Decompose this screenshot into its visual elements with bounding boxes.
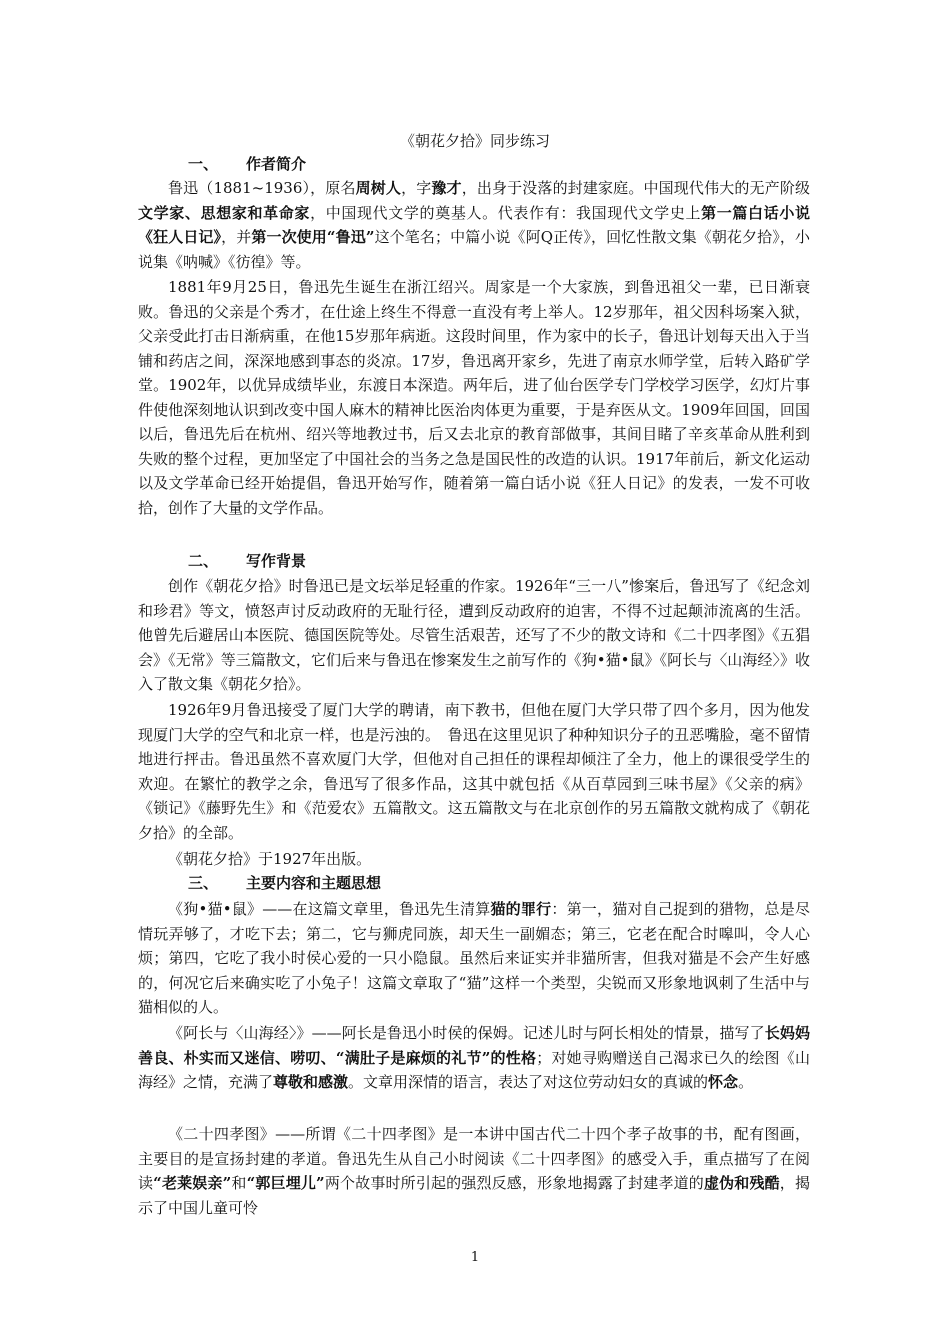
paragraph-dog-cat-mouse (138, 897, 810, 1020)
text-run: ，字 (401, 179, 432, 197)
section-heading-author (188, 153, 306, 175)
document-title: 《朝花夕拾》同步练习 (399, 132, 550, 150)
text-run: ，中国现代文学的奠基人。代表作有：我国现代文学史上 (310, 203, 702, 222)
text-run: ，出身于没落的封建家庭。中国现代伟大的无产阶级 (461, 179, 810, 197)
bold-run: 文学家、思想家和革命家 (138, 203, 311, 222)
text-run: ：第一，猫对自己捉到的猎物，总是尽情玩弄够了，才吃下去；第二，它与狮虎同族，却天生一副媚态；第三，它老在配合时嗥叫，令人心烦；第四，它吃了我小时侯心爱的一只小隐鼠。虽然后来证实并非猫所害，但我对猫是不会产生好感的，何况它后来确实吃了小兔子！这篇文章取了“猫”这样一个类型，尖锐而又形象地讽刺了生活中与猫相似的人。 (138, 900, 810, 1016)
text-run: ，并 (221, 228, 252, 246)
bold-run: 第一篇白话小说《狂人日记》 (138, 203, 810, 246)
bold-run: 虚伪和残酷 (703, 1174, 780, 1192)
section-heading-content (188, 872, 381, 894)
section-title: 主要内容和主题思想 (246, 874, 382, 892)
text-run: ；对她寻购赠送自己渴求已久的绘图《山海经》之情，充满了 (138, 1048, 810, 1091)
text-run: 这个笔名；中篇小说《阿Q正传》，回忆性散文集《朝花夕拾》，小说集《呐喊》《彷徨》等。 (138, 228, 810, 271)
bold-run: 长妈妈善良、朴实而又迷信、唠叨、“满肚子是麻烦的礼节”的性格 (138, 1024, 810, 1067)
bold-run: “老莱娱亲” (153, 1174, 232, 1192)
text-run: 《阿长与〈山海经〉》——阿长是鲁迅小时侯的保姆。记述儿时与阿长相处的情景，描写了 (168, 1024, 765, 1042)
text-run: 和 (231, 1174, 247, 1192)
bold-run: 第一次使用“鲁迅” (251, 228, 375, 246)
section-number: 二、 (188, 552, 219, 570)
paragraph-ah-chang (138, 1021, 810, 1095)
bold-run: 周树人 (355, 179, 402, 197)
paragraph-author-intro (138, 176, 810, 274)
text-run: 。 (738, 1073, 754, 1091)
text-run: 鲁迅（1881~1936），原名 (168, 179, 356, 197)
text-run: 两个故事时所引起的强烈反感，形象地揭露了封建孝道的 (324, 1174, 704, 1192)
bold-run: 怀念 (708, 1073, 739, 1091)
page-number: 1 (470, 1250, 480, 1265)
bold-run: 猫的罪行 (490, 900, 552, 918)
paragraph-publication: 《朝花夕拾》于1927年出版。 (168, 850, 372, 868)
paragraph-background-2: 1926年9月鲁迅接受了厦门大学的聘请，南下教书，但他在厦门大学只带了四个多月，因为他发现厦门大学的空气和北京一样，也是污浊的。 鲁迅在这里见识了种种知识分子的丑恶嘴脸，毫不留情地进行抨击。鲁迅虽然不喜欢厦门大学，但他对自己担任的课程却倾注了全力，他上的课很受学生的欢迎。在繁忙的教学之余，鲁迅写了很多作品，这其中就包括《从百草园到三味书屋》《父亲的病》《锁记》《藤野先生》和《范爱农》五篇散文。这五篇散文与在北京创作的另五篇散文就构成了《朝花夕拾》的全部。 (138, 701, 810, 842)
paragraph-background-1: 创作《朝花夕拾》时鲁迅已是文坛举足轻重的作家。1926年“三一八”惨案后，鲁迅写了《纪念刘和珍君》等文，愤怒声讨反动政府的无耻行径，遭到反动政府的迫害，不得不过起颠沛流离的生活。他曾先后避居山本医院、德国医院等处。尽管生活艰苦，还写了不少的散文诗和《二十四孝图》《五猖会》《无常》等三篇散文，它们后来与鲁迅在惨案发生之前写作的《狗•猫•鼠》《阿长与〈山海经〉》收入了散文集《朝花夕拾》。 (138, 577, 810, 693)
section-title: 作者简介 (246, 155, 307, 173)
section-number: 三、 (188, 874, 219, 892)
bold-run: 豫才 (431, 179, 462, 197)
bold-run: 尊敬和感激 (273, 1073, 349, 1091)
text-run: 《二十四孝图》——所谓《二十四孝图》是一本讲中国古代二十四个孝子故事的书，配有图画，主要目的是宣扬封建的孝道。鲁迅先生从自己小时阅读《二十四孝图》的感受入手，重点描写了在阅读 (138, 1125, 810, 1192)
bold-run: “郭巨埋儿” (246, 1174, 325, 1192)
paragraph-biography: 1881年9月25日，鲁迅先生诞生在浙江绍兴。周家是一个大家族，到鲁迅祖父一辈，已日渐衰败。鲁迅的父亲是个秀才，在仕途上终生不得意一直没有考上举人。12岁那年，祖父因科场案入狱，父亲受此打击日渐病重，在他15岁那年病逝。这段时间里，作为家中的长子，鲁迅计划每天出入于当铺和药店之间，深深地感到事态的炎凉。17岁，鲁迅离开家乡，先进了南京水师学堂，后转入路矿学堂。1902年，以优异成绩毕业，东渡日本深造。两年后，进了仙台医学专门学校学习医学，幻灯片事件使他深刻地认识到改变中国人麻木的精神比医治肉体更为重要，于是弃医从文。1909年回国，回国以后，鲁迅先后在杭州、绍兴等地教过书，后又去北京的教育部做事，其间目睹了辛亥革命从胜利到失败的整个过程，更加坚定了中国社会的当务之急是国民性的改造的认识。1917年前后，新文化运动以及文学革命已经开始提倡，鲁迅开始写作，随着第一篇白话小说《狂人日记》的发表，一发不可收拾，创作了大量的文学作品。 (138, 278, 810, 517)
section-heading-background (188, 550, 306, 572)
section-number: 一、 (188, 155, 219, 173)
text-run: 。文章用深情的语言，表达了对这位劳动妇女的真诚的 (348, 1073, 709, 1091)
paragraph-24-filial (138, 1122, 810, 1220)
text-run: ，揭示了中国儿童可怜 (138, 1174, 810, 1217)
text-run: 《狗•猫•鼠》——在这篇文章里，鲁迅先生清算 (168, 900, 491, 918)
section-title: 写作背景 (246, 552, 307, 570)
